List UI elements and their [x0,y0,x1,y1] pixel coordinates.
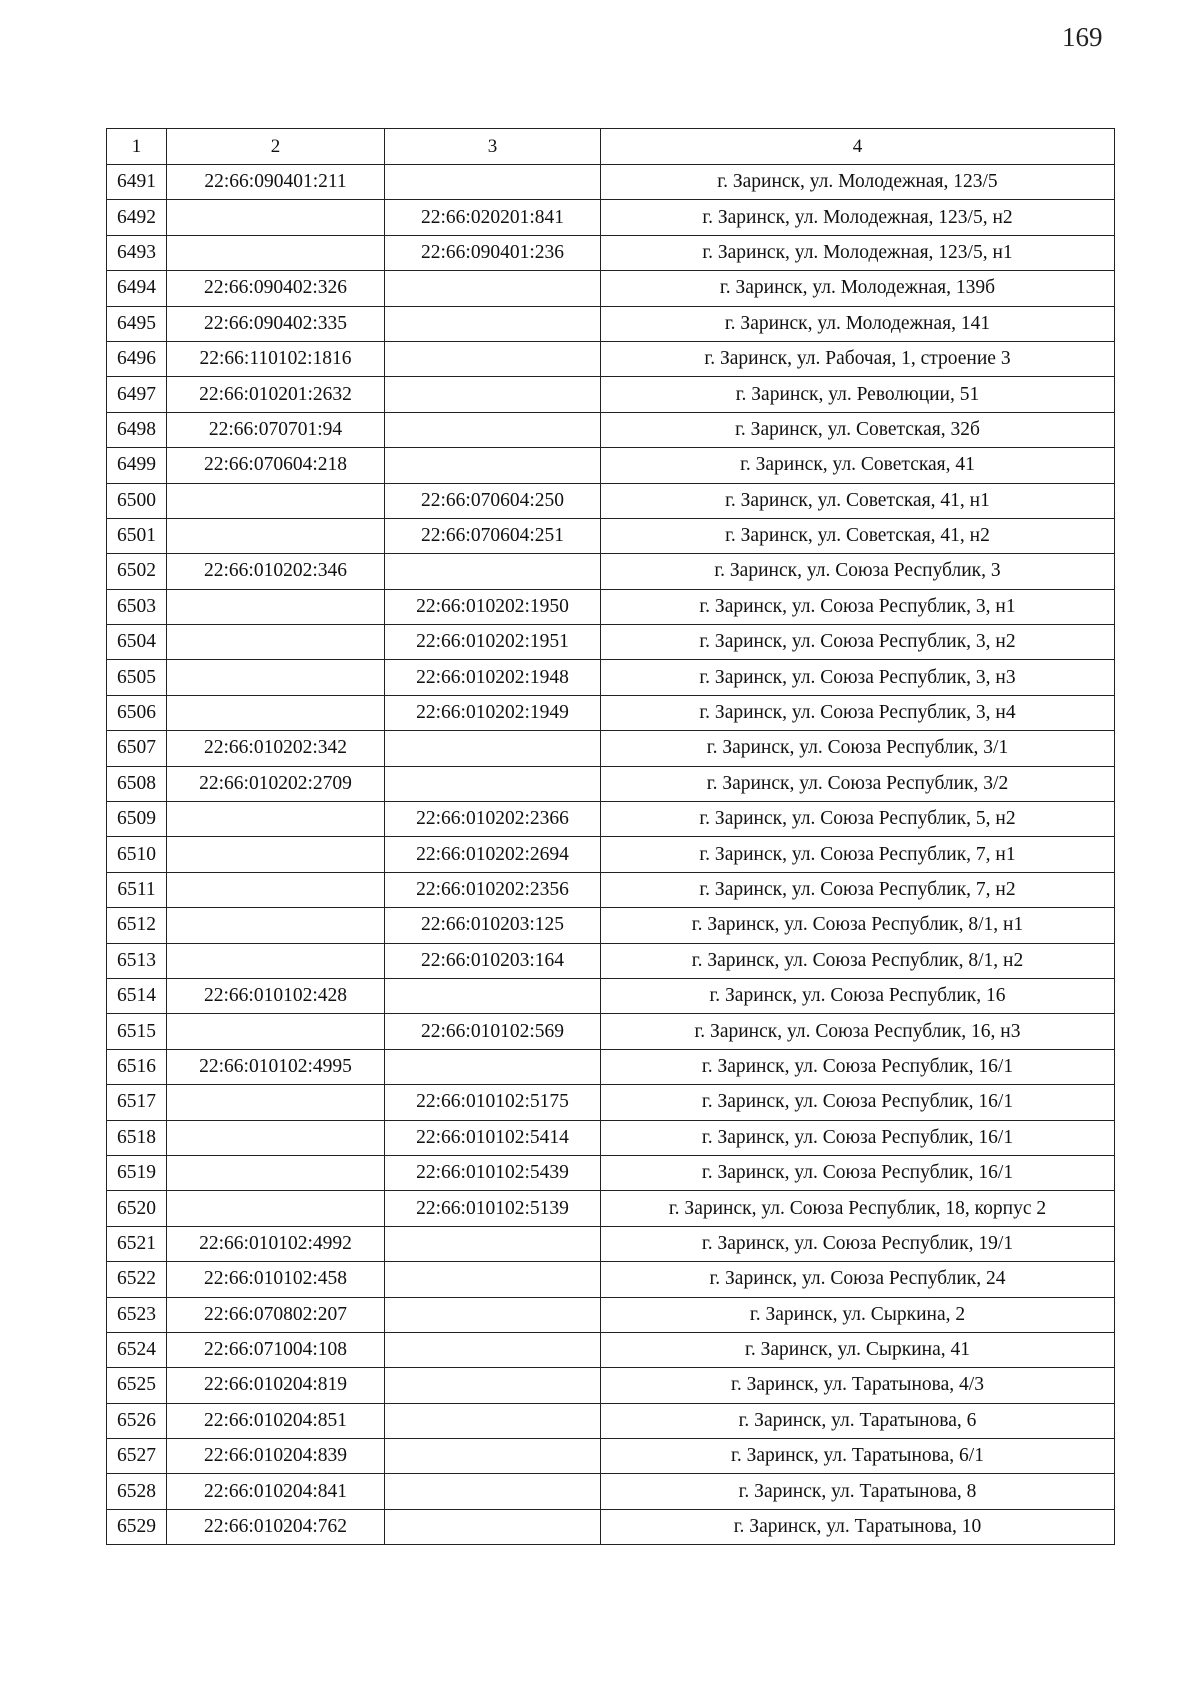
cadastral-number-land-cell: 22:66:010204:762 [167,1509,385,1544]
address-cell: г. Заринск, ул. Союза Республик, 16/1 [601,1155,1115,1190]
address-cell: г. Заринск, ул. Союза Республик, 3, н3 [601,660,1115,695]
address-cell: г. Заринск, ул. Таратынова, 6/1 [601,1439,1115,1474]
row-number-cell: 6509 [107,802,167,837]
table-row [107,978,1115,1013]
cadastral-number-premises-cell: 22:66:010202:2366 [385,802,601,837]
cadastral-number-land-cell [167,483,385,518]
cadastral-number-land-cell: 22:66:010102:458 [167,1262,385,1297]
row-number-cell: 6517 [107,1085,167,1120]
address-cell: г. Заринск, ул. Молодежная, 123/5 [601,165,1115,200]
cadastral-number-land-cell [167,872,385,907]
address-cell: г. Заринск, ул. Молодежная, 123/5, н1 [601,235,1115,270]
cadastral-number-premises-cell [385,377,601,412]
cadastral-number-land-cell [167,802,385,837]
table-row [107,660,1115,695]
table-row [107,943,1115,978]
row-number-cell: 6503 [107,589,167,624]
row-number-cell: 6502 [107,554,167,589]
address-cell: г. Заринск, ул. Советская, 41, н1 [601,483,1115,518]
address-cell: г. Заринск, ул. Союза Республик, 7, н1 [601,837,1115,872]
address-cell: г. Заринск, ул. Советская, 41 [601,448,1115,483]
cadastral-number-premises-cell [385,1262,601,1297]
cadastral-number-premises-cell [385,1297,601,1332]
address-cell: г. Заринск, ул. Молодежная, 123/5, н2 [601,200,1115,235]
address-cell: г. Заринск, ул. Союза Республик, 18, корпус 2 [601,1191,1115,1226]
cadastral-number-land-cell: 22:66:010202:346 [167,554,385,589]
cadastral-number-premises-cell: 22:66:010102:5139 [385,1191,601,1226]
address-cell: г. Заринск, ул. Союза Республик, 16 [601,978,1115,1013]
cadastral-number-land-cell: 22:66:070604:218 [167,448,385,483]
row-number-cell: 6523 [107,1297,167,1332]
cadastral-number-premises-cell: 22:66:010202:1950 [385,589,601,624]
row-number-cell: 6518 [107,1120,167,1155]
column-header-1: 1 [107,129,167,165]
address-cell: г. Заринск, ул. Союза Республик, 3, н4 [601,695,1115,730]
address-cell: г. Заринск, ул. Союза Республик, 16/1 [601,1120,1115,1155]
table-row [107,1049,1115,1084]
row-number-cell: 6520 [107,1191,167,1226]
cadastral-number-premises-cell [385,271,601,306]
table-row [107,1297,1115,1332]
row-number-cell: 6521 [107,1226,167,1261]
row-number-cell: 6510 [107,837,167,872]
address-cell: г. Заринск, ул. Союза Республик, 8/1, н1 [601,908,1115,943]
table-row [107,200,1115,235]
row-number-cell: 6505 [107,660,167,695]
cadastral-number-premises-cell [385,341,601,376]
table-row [107,483,1115,518]
table-row [107,1368,1115,1403]
cadastral-number-land-cell: 22:66:070701:94 [167,412,385,447]
cadastral-number-land-cell [167,200,385,235]
cadastral-number-premises-cell [385,554,601,589]
cadastral-number-land-cell: 22:66:010204:839 [167,1439,385,1474]
cadastral-number-land-cell: 22:66:010202:342 [167,731,385,766]
cadastral-number-land-cell [167,1014,385,1049]
table-row [107,1155,1115,1190]
address-cell: г. Заринск, ул. Таратынова, 6 [601,1403,1115,1438]
row-number-cell: 6525 [107,1368,167,1403]
cadastral-number-land-cell: 22:66:010204:841 [167,1474,385,1509]
row-number-cell: 6497 [107,377,167,412]
cadastral-number-premises-cell [385,306,601,341]
cadastral-number-land-cell: 22:66:010102:4995 [167,1049,385,1084]
cadastral-number-land-cell: 22:66:010204:819 [167,1368,385,1403]
cadastral-number-land-cell [167,235,385,270]
cadastral-number-premises-cell: 22:66:070604:251 [385,518,601,553]
cadastral-number-land-cell: 22:66:090401:211 [167,165,385,200]
cadastral-number-premises-cell: 22:66:010202:1949 [385,695,601,730]
address-cell: г. Заринск, ул. Союза Республик, 3, н2 [601,625,1115,660]
header-row [107,129,1115,165]
row-number-cell: 6491 [107,165,167,200]
table-row [107,589,1115,624]
cadastral-number-premises-cell: 22:66:010102:5414 [385,1120,601,1155]
table-row [107,271,1115,306]
cadastral-number-premises-cell [385,1439,601,1474]
table-row [107,1262,1115,1297]
cadastral-number-land-cell [167,518,385,553]
table-row [107,1474,1115,1509]
table-row [107,837,1115,872]
cadastral-number-land-cell [167,1120,385,1155]
cadastral-number-land-cell: 22:66:010204:851 [167,1403,385,1438]
row-number-cell: 6501 [107,518,167,553]
row-number-cell: 6511 [107,872,167,907]
table-row [107,412,1115,447]
cadastral-number-land-cell [167,695,385,730]
cadastral-number-premises-cell: 22:66:010202:1948 [385,660,601,695]
row-number-cell: 6528 [107,1474,167,1509]
address-cell: г. Заринск, ул. Советская, 41, н2 [601,518,1115,553]
address-cell: г. Заринск, ул. Союза Республик, 16/1 [601,1085,1115,1120]
row-number-cell: 6508 [107,766,167,801]
row-number-cell: 6499 [107,448,167,483]
cadastral-number-premises-cell: 22:66:010102:569 [385,1014,601,1049]
table-row [107,448,1115,483]
address-cell: г. Заринск, ул. Союза Республик, 16, н3 [601,1014,1115,1049]
row-number-cell: 6504 [107,625,167,660]
cadastral-number-land-cell: 22:66:010102:428 [167,978,385,1013]
row-number-cell: 6494 [107,271,167,306]
address-cell: г. Заринск, ул. Союза Республик, 8/1, н2 [601,943,1115,978]
cadastral-number-premises-cell: 22:66:010202:1951 [385,625,601,660]
registry-table [106,128,1115,1545]
column-header-3: 3 [385,129,601,165]
address-cell: г. Заринск, ул. Союза Республик, 3/1 [601,731,1115,766]
cadastral-number-land-cell: 22:66:010102:4992 [167,1226,385,1261]
address-cell: г. Заринск, ул. Таратынова, 4/3 [601,1368,1115,1403]
cadastral-number-land-cell: 22:66:090402:326 [167,271,385,306]
row-number-cell: 6526 [107,1403,167,1438]
table-row [107,695,1115,730]
row-number-cell: 6506 [107,695,167,730]
cadastral-number-land-cell [167,1191,385,1226]
cadastral-number-land-cell: 22:66:110102:1816 [167,341,385,376]
table-row [107,235,1115,270]
cadastral-number-land-cell: 22:66:090402:335 [167,306,385,341]
address-cell: г. Заринск, ул. Союза Республик, 3, н1 [601,589,1115,624]
cadastral-number-premises-cell [385,1368,601,1403]
table-row [107,766,1115,801]
table-row [107,1403,1115,1438]
row-number-cell: 6512 [107,908,167,943]
table-row [107,165,1115,200]
cadastral-number-premises-cell [385,978,601,1013]
column-header-4: 4 [601,129,1115,165]
cadastral-number-land-cell [167,1155,385,1190]
page-number: 169 [1062,22,1103,52]
address-cell: г. Заринск, ул. Союза Республик, 7, н2 [601,872,1115,907]
table-row [107,341,1115,376]
table-row [107,306,1115,341]
address-cell: г. Заринск, ул. Молодежная, 139б [601,271,1115,306]
cadastral-number-land-cell [167,908,385,943]
row-number-cell: 6527 [107,1439,167,1474]
cadastral-number-land-cell [167,837,385,872]
cadastral-number-land-cell: 22:66:010201:2632 [167,377,385,412]
column-header-2: 2 [167,129,385,165]
row-number-cell: 6519 [107,1155,167,1190]
cadastral-number-land-cell [167,660,385,695]
cadastral-number-premises-cell [385,412,601,447]
row-number-cell: 6495 [107,306,167,341]
cadastral-number-premises-cell: 22:66:070604:250 [385,483,601,518]
table-row [107,1509,1115,1544]
cadastral-number-premises-cell: 22:66:010202:2694 [385,837,601,872]
address-cell: г. Заринск, ул. Союза Республик, 3 [601,554,1115,589]
row-number-cell: 6507 [107,731,167,766]
table-row [107,625,1115,660]
table-body [107,165,1115,1545]
row-number-cell: 6522 [107,1262,167,1297]
table-row [107,554,1115,589]
address-cell: г. Заринск, ул. Союза Республик, 24 [601,1262,1115,1297]
cadastral-number-premises-cell: 22:66:020201:841 [385,200,601,235]
cadastral-number-premises-cell: 22:66:010203:164 [385,943,601,978]
table-row [107,377,1115,412]
cadastral-number-land-cell: 22:66:010202:2709 [167,766,385,801]
cadastral-number-premises-cell: 22:66:010102:5439 [385,1155,601,1190]
cadastral-number-land-cell [167,589,385,624]
cadastral-number-premises-cell [385,1226,601,1261]
table-row [107,872,1115,907]
row-number-cell: 6524 [107,1332,167,1367]
cadastral-number-premises-cell: 22:66:010102:5175 [385,1085,601,1120]
cadastral-number-premises-cell: 22:66:010202:2356 [385,872,601,907]
cadastral-number-land-cell [167,625,385,660]
row-number-cell: 6513 [107,943,167,978]
table-row [107,802,1115,837]
table-row [107,1085,1115,1120]
address-cell: г. Заринск, ул. Революции, 51 [601,377,1115,412]
address-cell: г. Заринск, ул. Сыркина, 41 [601,1332,1115,1367]
cadastral-number-premises-cell: 22:66:090401:236 [385,235,601,270]
row-number-cell: 6516 [107,1049,167,1084]
table-row [107,518,1115,553]
row-number-cell: 6500 [107,483,167,518]
cadastral-number-premises-cell [385,165,601,200]
row-number-cell: 6514 [107,978,167,1013]
cadastral-number-premises-cell [385,1332,601,1367]
table-row [107,1120,1115,1155]
table-row [107,1332,1115,1367]
cadastral-number-premises-cell [385,1403,601,1438]
table-row [107,1191,1115,1226]
cadastral-number-land-cell [167,1085,385,1120]
cadastral-number-premises-cell [385,448,601,483]
table-row [107,1226,1115,1261]
table-row [107,1014,1115,1049]
address-cell: г. Заринск, ул. Таратынова, 10 [601,1509,1115,1544]
address-cell: г. Заринск, ул. Советская, 32б [601,412,1115,447]
cadastral-number-land-cell [167,943,385,978]
address-cell: г. Заринск, ул. Союза Республик, 3/2 [601,766,1115,801]
row-number-cell: 6496 [107,341,167,376]
row-number-cell: 6515 [107,1014,167,1049]
cadastral-number-premises-cell [385,1049,601,1084]
cadastral-number-land-cell: 22:66:071004:108 [167,1332,385,1367]
row-number-cell: 6498 [107,412,167,447]
cadastral-number-premises-cell [385,731,601,766]
table-row [107,731,1115,766]
cadastral-number-premises-cell [385,1509,601,1544]
address-cell: г. Заринск, ул. Союза Республик, 16/1 [601,1049,1115,1084]
address-cell: г. Заринск, ул. Молодежная, 141 [601,306,1115,341]
address-cell: г. Заринск, ул. Союза Республик, 5, н2 [601,802,1115,837]
row-number-cell: 6493 [107,235,167,270]
address-cell: г. Заринск, ул. Таратынова, 8 [601,1474,1115,1509]
address-cell: г. Заринск, ул. Сыркина, 2 [601,1297,1115,1332]
cadastral-number-premises-cell: 22:66:010203:125 [385,908,601,943]
cadastral-number-land-cell: 22:66:070802:207 [167,1297,385,1332]
cadastral-number-premises-cell [385,1474,601,1509]
cadastral-number-premises-cell [385,766,601,801]
row-number-cell: 6529 [107,1509,167,1544]
table-row [107,908,1115,943]
row-number-cell: 6492 [107,200,167,235]
address-cell: г. Заринск, ул. Союза Республик, 19/1 [601,1226,1115,1261]
address-cell: г. Заринск, ул. Рабочая, 1, строение 3 [601,341,1115,376]
table-row [107,1439,1115,1474]
